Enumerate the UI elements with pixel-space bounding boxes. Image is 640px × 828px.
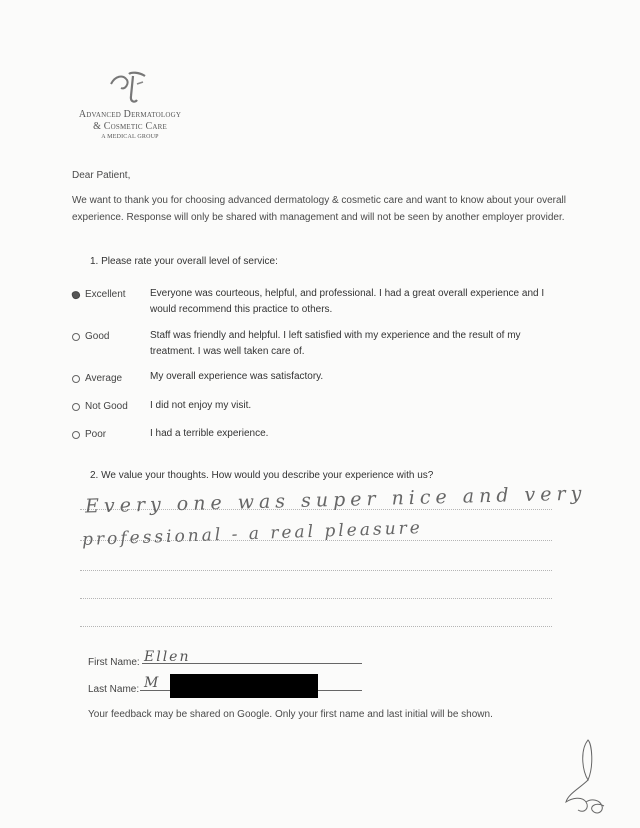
practice-name [70, 109, 190, 144]
response-line [80, 598, 552, 599]
option-label: Good [85, 331, 110, 342]
org-line-1: Advanced Dermatology [78, 109, 182, 120]
radio-icon[interactable] [72, 333, 80, 341]
last-name-value[interactable]: M [144, 675, 161, 691]
option-label: Average [85, 373, 123, 384]
option-good[interactable] [72, 331, 109, 342]
greeting: Dear Patient, [72, 170, 131, 181]
radio-icon[interactable] [72, 431, 80, 439]
option-description: Everyone was courteous, helpful, and professional. I had a great overall experience and I would recommend this practice to others. [150, 288, 545, 315]
last-name-label: Last Name: [88, 684, 140, 695]
footer-note: Your feedback may be shared on Google. Only your first name and last initial will be shown. [88, 709, 493, 720]
org-line-3: A MEDICAL GROUP [101, 134, 159, 140]
response-line [80, 570, 552, 571]
option-description: My overall experience was satisfactory. [150, 371, 324, 382]
option-poor[interactable] [72, 429, 106, 440]
radio-icon[interactable] [72, 403, 80, 411]
handwritten-response-line-2[interactable]: professional - a real pleasure [81, 518, 424, 550]
option-excellent[interactable] [72, 289, 126, 300]
org-line-2: & Cosmetic Care [93, 120, 167, 132]
radio-icon[interactable] [72, 375, 80, 383]
option-not-good[interactable] [72, 401, 128, 412]
question-1: 1. Please rate your overall level of service: [90, 256, 278, 267]
handwritten-response-line-1[interactable]: Every one was super nice and very [84, 482, 587, 518]
option-label: Excellent [85, 289, 126, 300]
question-2: 2. We value your thoughts. How would you describe your experience with us? [90, 470, 434, 481]
signature-scribble-icon [562, 736, 610, 818]
option-label: Poor [85, 429, 107, 440]
option-description: I had a terrible experience. [150, 428, 269, 439]
redaction-bar [170, 674, 318, 698]
response-line [80, 626, 552, 627]
option-label: Not Good [85, 401, 128, 412]
intro-paragraph: We want to thank you for choosing advanced dermatology & cosmetic care and want to know about your overall experience. Response will only be shared with management and will not be seen by another employer provider. [72, 195, 566, 223]
option-description: I did not enjoy my visit. [150, 400, 252, 411]
option-description: Staff was friendly and helpful. I left satisfied with my experience and the result of my treatment. I was well taken care of. [150, 330, 521, 357]
practice-logo-icon [107, 70, 151, 106]
first-name-value[interactable]: Ellen [144, 649, 191, 665]
first-name-label: First Name: [88, 657, 140, 668]
option-average[interactable] [72, 373, 122, 384]
radio-checked-icon[interactable] [71, 289, 81, 299]
